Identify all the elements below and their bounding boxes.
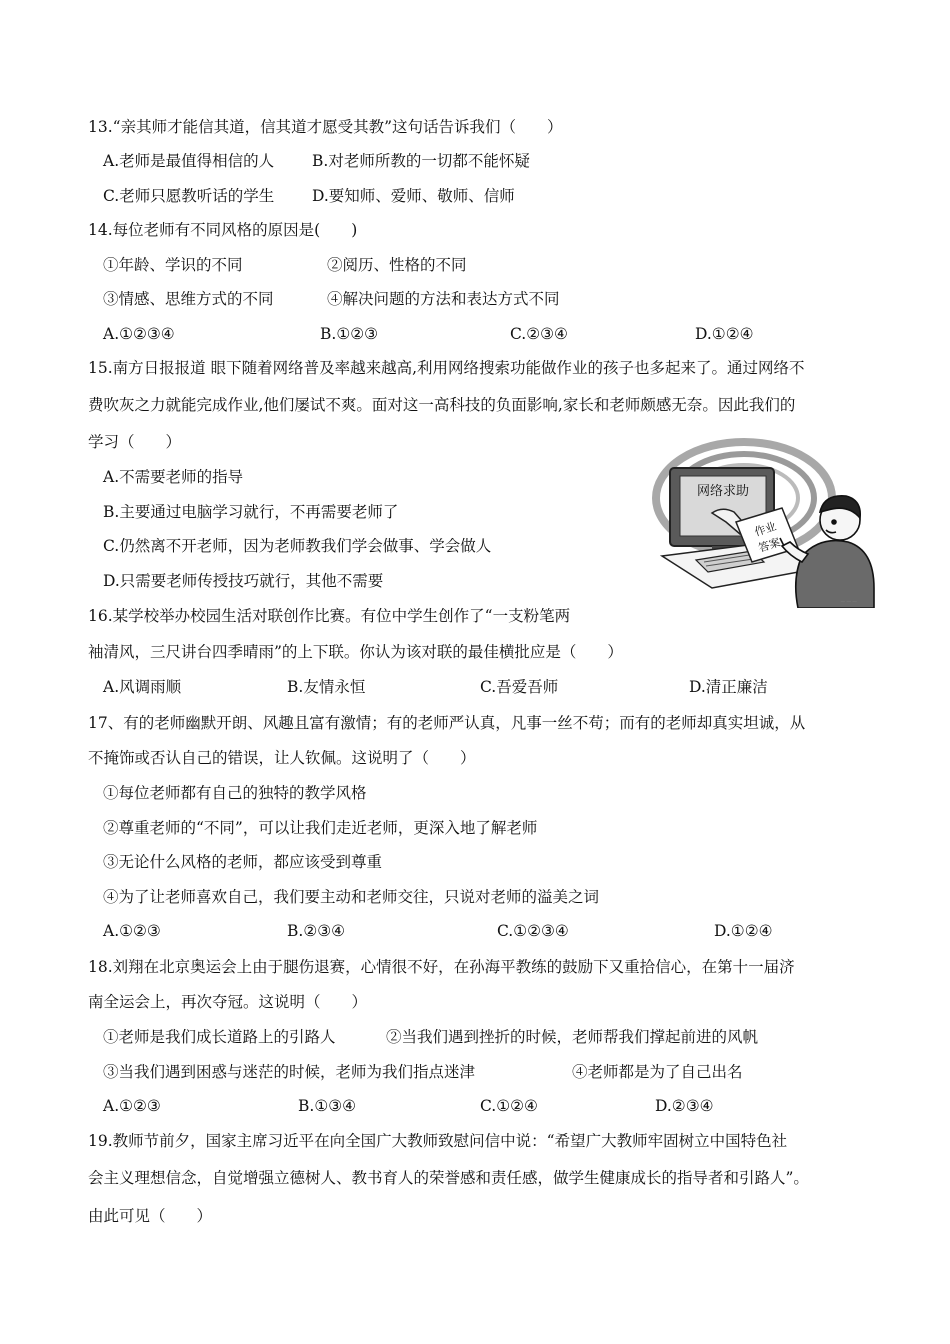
q15-stem-line-2: 费吹灰之力就能完成作业,他们屡试不爽。面对这一高科技的负面影响,家长和老师颇感无奈。因此我们的 bbox=[88, 396, 796, 414]
q17-option-a: A.①②③ bbox=[103, 922, 161, 940]
q18-option-d: D.②③④ bbox=[655, 1097, 714, 1115]
q16-option-d: D.清正廉洁 bbox=[689, 678, 768, 696]
q14-stem: 14.每位老师有不同风格的原因是( ) bbox=[88, 221, 358, 239]
q16-option-a: A.风调雨顺 bbox=[103, 678, 182, 696]
q15-option-c: C.仍然离不开老师，因为老师教我们学会做事、学会做人 bbox=[103, 537, 492, 555]
q13-option-c: C.老师只愿教听话的学生 bbox=[103, 187, 275, 205]
q17-option-d: D.①②④ bbox=[714, 922, 773, 940]
q18-statement-3: ③当我们遇到困惑与迷茫的时候，老师为我们指点迷津 bbox=[103, 1063, 476, 1081]
q14-option-b: B.①②③ bbox=[320, 325, 379, 343]
q18-stem-line-2: 南全运会上，再次夺冠。这说明（ ） bbox=[88, 993, 368, 1011]
homework-help-cartoon bbox=[652, 438, 880, 608]
q14-statement-4: ④解决问题的方法和表达方式不同 bbox=[327, 290, 560, 308]
q17-option-b: B.②③④ bbox=[287, 922, 346, 940]
q14-option-a: A.①②③④ bbox=[103, 325, 175, 343]
book-label-homework: 作业 bbox=[752, 519, 778, 539]
book-label-answer: 答案 bbox=[756, 535, 782, 555]
q14-statement-3: ③情感、思维方式的不同 bbox=[103, 290, 274, 308]
q15-stem-line-1: 15.南方日报报道 眼下随着网络普及率越来越高,利用网络搜索功能做作业的孩子也多起来了。通过网络不 bbox=[88, 359, 805, 377]
q15-option-b: B.主要通过电脑学习就行，不再需要老师了 bbox=[103, 503, 399, 521]
q18-option-a: A.①②③ bbox=[103, 1097, 161, 1115]
q16-stem-line-2: 袖清风，三尺讲台四季晴雨”的上下联。你认为该对联的最佳横批应是（ ） bbox=[88, 643, 623, 661]
q13-option-d: D.要知师、爱师、敬师、信师 bbox=[312, 187, 515, 205]
q17-statement-2: ②尊重老师的“不同”，可以让我们走近老师，更深入地了解老师 bbox=[103, 819, 538, 837]
q15-stem-line-3: 学习（ ） bbox=[88, 433, 182, 451]
q18-statement-1: ①老师是我们成长道路上的引路人 bbox=[103, 1028, 336, 1046]
q19-stem-line-3: 由此可见（ ） bbox=[88, 1207, 213, 1225]
q17-stem-line-1: 17、有的老师幽默开朗、风趣且富有激情；有的老师严认真，凡事一丝不苟；而有的老师却真实坦诚，从 bbox=[88, 714, 806, 732]
q17-statement-3: ③无论什么风格的老师，都应该受到尊重 bbox=[103, 853, 383, 871]
q17-statement-1: ①每位老师都有自己的独特的教学风格 bbox=[103, 784, 367, 802]
q19-stem-line-2: 会主义理想信念，自觉增强立德树人、教书育人的荣誉感和责任感，做学生健康成长的指导者和引路人”。 bbox=[88, 1169, 809, 1187]
q13-stem: 13.“亲其师才能信其道，信其道才愿受其教”这句话告诉我们（ ） bbox=[88, 118, 563, 136]
q17-option-c: C.①②③④ bbox=[497, 922, 569, 940]
q16-option-b: B.友情永恒 bbox=[287, 678, 366, 696]
screen-label: 网络求助 bbox=[696, 484, 750, 499]
q19-stem-line-1: 19.教师节前夕，国家主席习近平在向全国广大教师致慰问信中说：“希望广大教师牢固树立中国特色社 bbox=[88, 1132, 788, 1150]
q14-option-c: C.②③④ bbox=[510, 325, 568, 343]
q16-stem-line-1: 16.某学校举办校园生活对联创作比赛。有位中学生创作了“一支粉笔两 bbox=[88, 607, 571, 625]
q18-statement-2: ②当我们遇到挫折的时候，老师帮我们撑起前进的风帆 bbox=[386, 1028, 759, 1046]
q13-option-a: A.老师是最值得相信的人 bbox=[103, 152, 275, 170]
q18-option-b: B.①③④ bbox=[298, 1097, 357, 1115]
q18-stem-line-1: 18.刘翔在北京奥运会上由于腿伤退赛，心情很不好，在孙海平教练的鼓励下又重拾信心，在第十一届济 bbox=[88, 958, 795, 976]
q17-stem-line-2: 不掩饰或否认自己的错误，让人钦佩。这说明了（ ） bbox=[88, 749, 476, 767]
q17-statement-4: ④为了让老师喜欢自己，我们要主动和老师交往，只说对老师的溢美之词 bbox=[103, 888, 600, 906]
q18-statement-4: ④老师都是为了自己出名 bbox=[572, 1063, 743, 1081]
q14-option-d: D.①②④ bbox=[695, 325, 754, 343]
artist-signature: ~~~ bbox=[840, 598, 858, 606]
q16-option-c: C.吾爱吾师 bbox=[480, 678, 559, 696]
q14-statement-1: ①年龄、学识的不同 bbox=[103, 256, 243, 274]
q18-option-c: C.①②④ bbox=[480, 1097, 538, 1115]
q15-option-a: A.不需要老师的指导 bbox=[103, 468, 244, 486]
q15-option-d: D.只需要老师传授技巧就行，其他不需要 bbox=[103, 572, 384, 590]
q13-option-b: B.对老师所教的一切都不能怀疑 bbox=[312, 152, 530, 170]
q14-statement-2: ②阅历、性格的不同 bbox=[327, 256, 467, 274]
